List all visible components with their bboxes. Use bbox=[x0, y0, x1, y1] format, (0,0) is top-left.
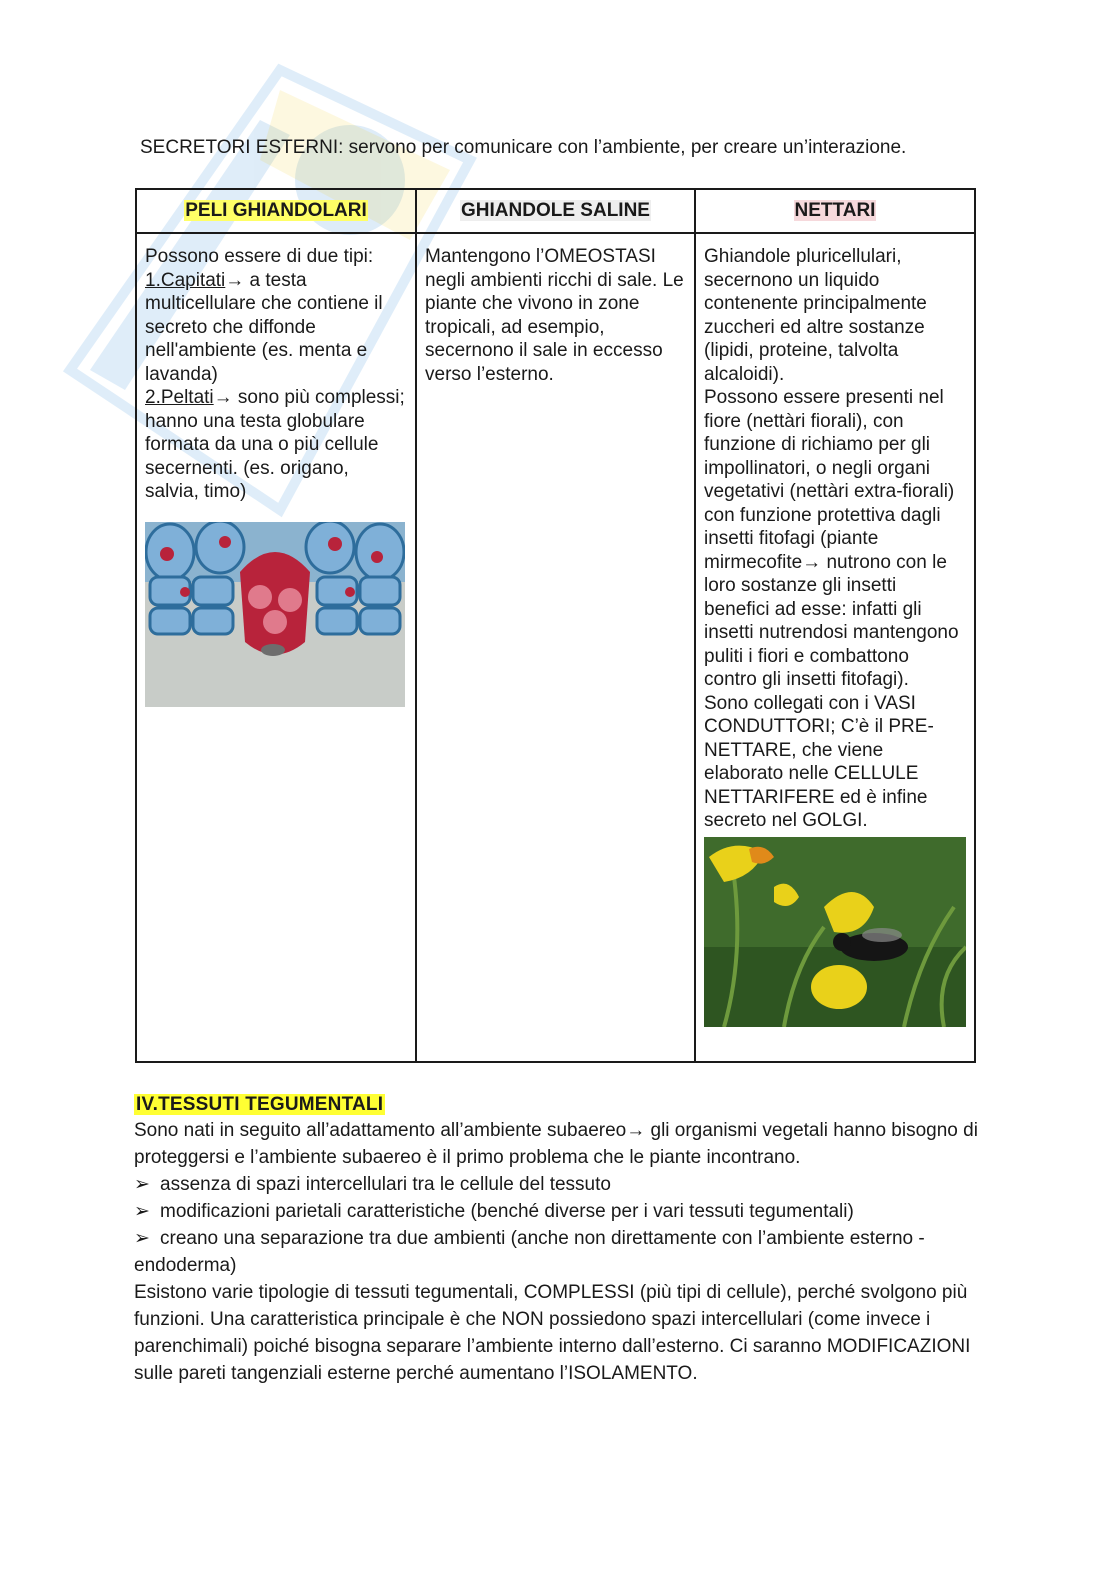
table-body-row bbox=[136, 233, 975, 1062]
tessuti-tegumentali-section bbox=[134, 1093, 984, 1387]
cell-ghiandole-saline bbox=[416, 233, 695, 1062]
list-item bbox=[134, 1225, 984, 1279]
header-label: PELI GHIANDOLARI bbox=[185, 200, 367, 221]
section-bullet-list bbox=[134, 1171, 984, 1279]
peli-item-1-label: 1.Capitati bbox=[145, 269, 226, 291]
secretory-table bbox=[135, 188, 976, 1063]
glandular-hair-micrograph bbox=[145, 522, 405, 707]
section-body: Esistono varie tipologie di tessuti tegumentali, COMPLESSI (più tipi di cellule), perché svolgono più funzioni. Una caratteristica principale è che NON possiedono spazi intercellulari (come invece i parenchimali) poiché bisogna separare l’ambiente interno dall’esterno. Ci saranno MODIFICAZIONI sulle pareti tangenziali esterne perché aumentano l’ISOLAMENTO. bbox=[134, 1282, 971, 1384]
header-ghiandole-saline bbox=[416, 189, 695, 233]
section-title bbox=[134, 1093, 984, 1117]
flower-insect-photo bbox=[704, 837, 966, 1027]
arrow-bullet-icon: ➢ bbox=[134, 1201, 150, 1222]
header-peli-ghiandolari bbox=[136, 189, 416, 233]
cell-peli-ghiandolari bbox=[136, 233, 416, 1062]
peli-item-2-label: 2.Peltati bbox=[145, 387, 214, 408]
peli-item-2 bbox=[145, 386, 407, 504]
list-item-text: creano una separazione tra due ambienti (anche non direttamente con l’ambiente esterno - endoderma) bbox=[134, 1228, 925, 1276]
nettari-paragraph-3: Sono collegati con i VASI CONDUTTORI; C’è il PRE-NETTARE, che viene elaborato nelle CELLULE NETTARIFERE ed è infine secreto nel GOLGI. bbox=[704, 692, 934, 831]
section-title-text: IV.TESSUTI TEGUMENTALI bbox=[136, 1094, 384, 1115]
peli-item-1-text: → a testa multicellulare che contiene il secreto che diffonde nell'ambiente (es. menta e lavanda) bbox=[145, 269, 383, 385]
list-item-text: modificazioni parietali caratteristiche (benché diverse per i vari tessuti tegumentali) bbox=[160, 1201, 854, 1222]
list-item bbox=[134, 1198, 984, 1225]
nettari-paragraph-2: Possono essere presenti nel fiore (nettàri fiorali), con funzione di richiamo per gli impollinatori, o negli organi vegetativi (nettàri extra-fiorali) con funzione protettiva dagli insetti fitofagi (piante mirmecofite→ nutrono con le loro sostanze gli insetti benefici ad esse: infatti gli insetti nutrendosi mantengono puliti i fiori e combattono contro gli insetti fitofagi). bbox=[704, 387, 959, 690]
header-nettari bbox=[695, 189, 975, 233]
list-item-text: assenza di spazi intercellulari tra le cellule del tessuto bbox=[160, 1174, 611, 1195]
cell-nettari bbox=[695, 233, 975, 1062]
table-header-row bbox=[136, 189, 975, 233]
arrow-bullet-icon: ➢ bbox=[134, 1174, 150, 1195]
section-intro: Sono nati in seguito all’adattamento all’ambiente subaereo→ gli organismi vegetali hanno bisogno di proteggersi e l’ambiente subaereo è il primo problema che le piante incontrano. bbox=[134, 1120, 978, 1168]
saline-text: Mantengono l’OMEOSTASI negli ambienti ricchi di sale. Le piante che vivono in zone tropicali, ad esempio, secernono il sale in eccesso verso l’esterno. bbox=[425, 246, 684, 385]
header-label: GHIANDOLE SALINE bbox=[461, 200, 650, 221]
peli-intro: Possono essere di due tipi: bbox=[145, 246, 374, 267]
header-label: NETTARI bbox=[794, 200, 876, 221]
peli-item-1 bbox=[145, 269, 407, 387]
list-item bbox=[134, 1171, 984, 1198]
nettari-paragraph-1: Ghiandole pluricellulari, secernono un liquido contenente principalmente zuccheri ed altre sostanze (lipidi, proteine, talvolta alcaloidi). bbox=[704, 246, 927, 385]
intro-text: SECRETORI ESTERNI: servono per comunicare con l’ambiente, per creare un’interazione. bbox=[140, 137, 907, 158]
peli-item-2-text: → sono più complessi; hanno una testa globulare formata da una o più cellule secernenti. (es. origano, salvia, timo) bbox=[145, 387, 405, 502]
arrow-bullet-icon: ➢ bbox=[134, 1228, 150, 1249]
